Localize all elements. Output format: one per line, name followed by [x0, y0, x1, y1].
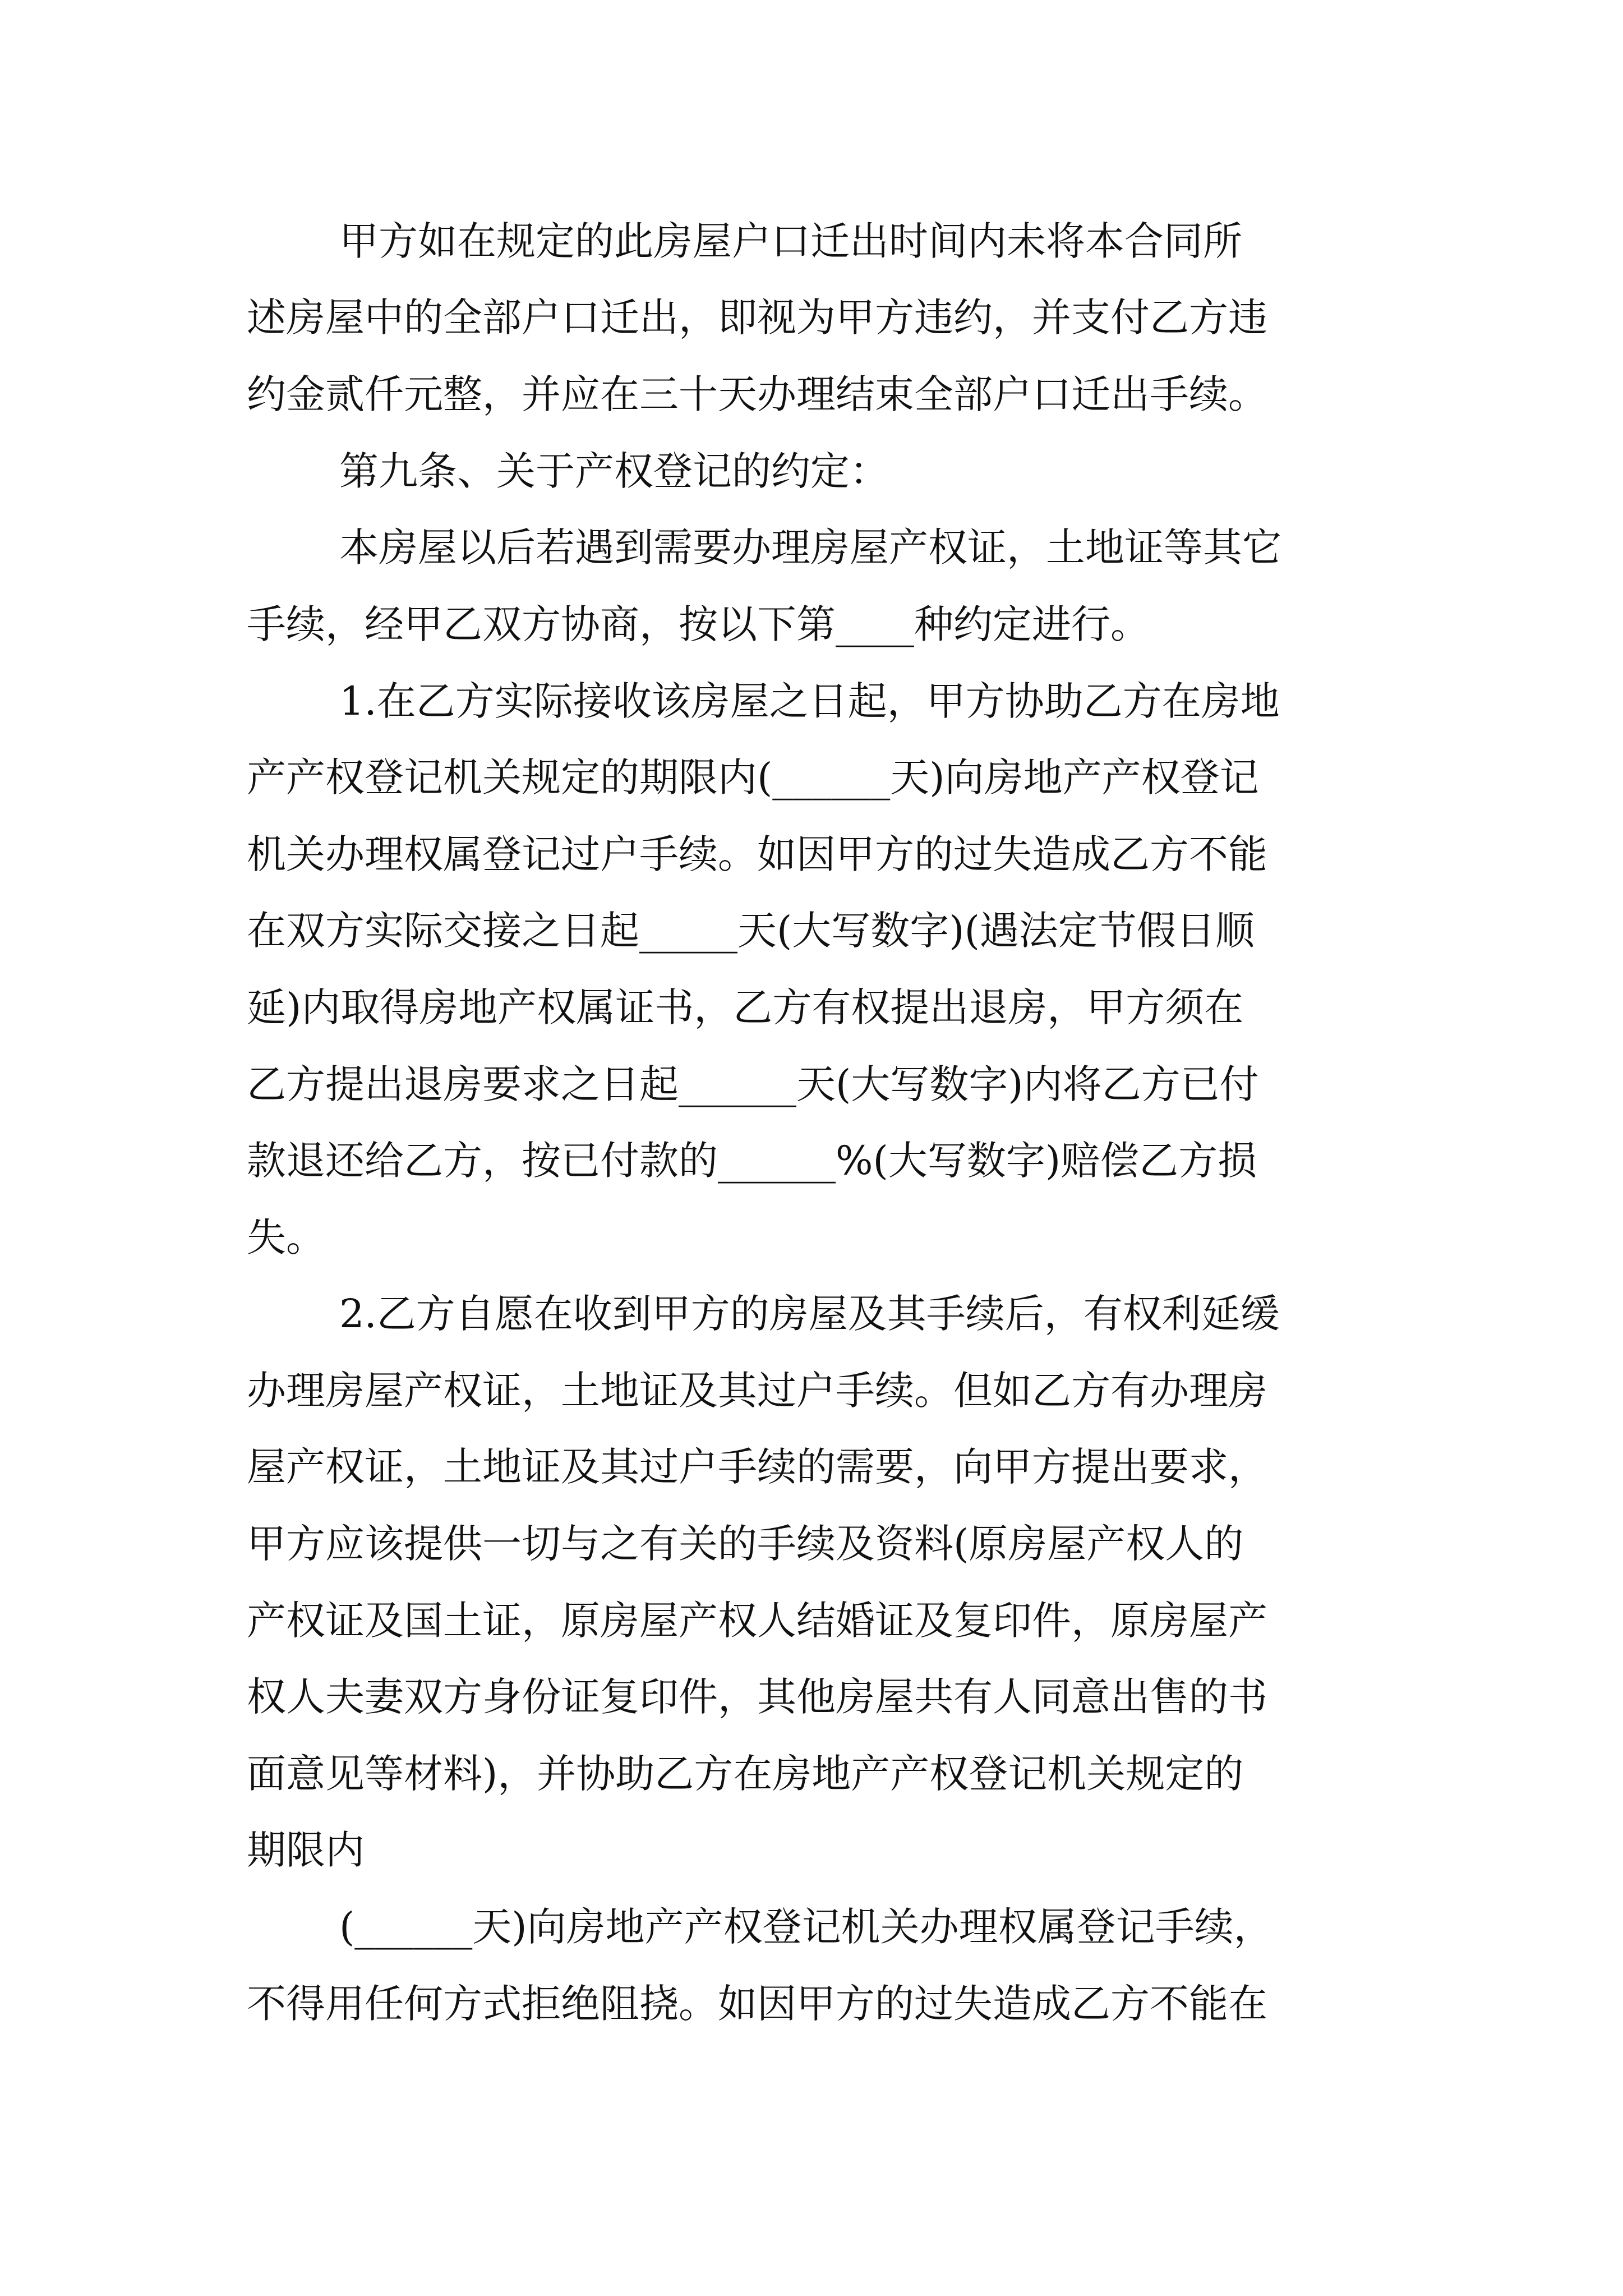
text-line: 1.在乙方实际接收该房屋之日起，甲方协助乙方在房地 [339, 678, 1280, 724]
text-line: 手续，经甲乙双方协商，按以下第____种约定进行。 [247, 601, 1150, 647]
text-line: 不得用任何方式拒绝阻挠。如因甲方的过失造成乙方不能在 [247, 1981, 1267, 2027]
text-line: 产产权登记机关规定的期限内(______天)向房地产产权登记 [247, 754, 1259, 800]
text-line: 期限内 [247, 1827, 365, 1873]
article-heading: 第九条、关于产权登记的约定： [339, 448, 889, 494]
text-line: 办理房屋产权证，土地证及其过户手续。但如乙方有办理房 [247, 1368, 1267, 1414]
text-line: 面意见等材料)，并协助乙方在房地产产权登记机关规定的 [247, 1751, 1244, 1797]
text-line: 在双方实际交接之日起_____天(大写数字)(遇法定节假日顺 [247, 908, 1255, 954]
text-line: 约金贰仟元整，并应在三十天办理结束全部户口迁出手续。 [247, 371, 1267, 417]
text-line: 2.乙方自愿在收到甲方的房屋及其手续后，有权利延缓 [339, 1291, 1280, 1337]
text-line: 失。 [247, 1214, 325, 1260]
text-line: 机关办理权属登记过户手续。如因甲方的过失造成乙方不能 [247, 831, 1267, 877]
text-line: 本房屋以后若遇到需要办理房屋产权证，土地证等其它 [339, 524, 1281, 570]
text-line: 甲方应该提供一切与之有关的手续及资料(原房屋产权人的 [247, 1521, 1244, 1567]
text-line: 乙方提出退房要求之日起______天(大写数字)内将乙方已付 [247, 1061, 1259, 1107]
text-line: 权人夫妻双方身份证复印件，其他房屋共有人同意出售的书 [247, 1674, 1267, 1720]
text-line: 述房屋中的全部户口迁出，即视为甲方违约，并支付乙方违 [247, 295, 1267, 341]
text-line: 款退还给乙方，按已付款的______%(大写数字)赔偿乙方损 [247, 1138, 1257, 1184]
text-line: 产权证及国土证，原房屋产权人结婚证及复印件，原房屋产 [247, 1598, 1267, 1644]
text-line: (______天)向房地产产权登记机关办理权属登记手续， [339, 1904, 1273, 1950]
text-line: 延)内取得房地产权属证书，乙方有权提出退房，甲方须在 [247, 984, 1244, 1030]
text-line: 甲方如在规定的此房屋户口迁出时间内未将本合同所 [339, 218, 1242, 264]
text-line: 屋产权证，土地证及其过户手续的需要，向甲方提出要求， [247, 1444, 1267, 1490]
